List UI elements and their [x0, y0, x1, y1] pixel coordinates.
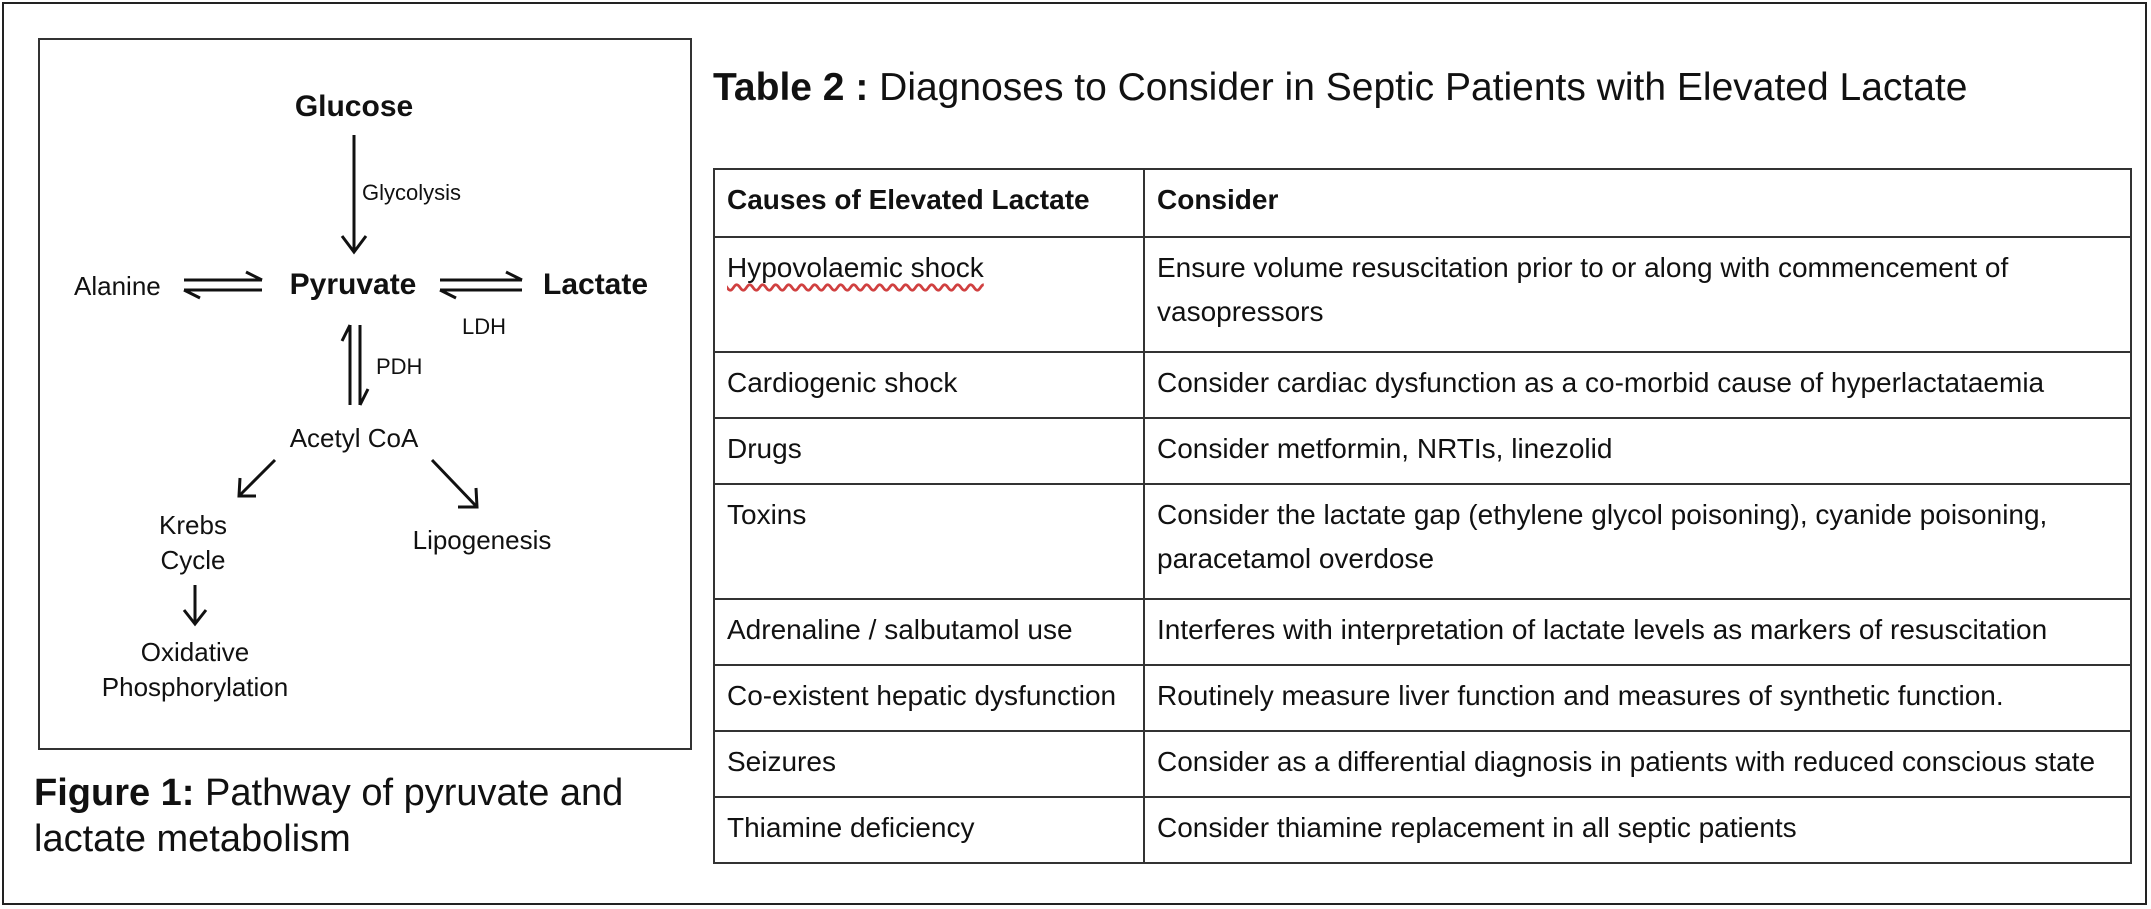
cause-cell: Seizures [714, 731, 1144, 797]
table-title-text: Diagnoses to Consider in Septic Patients with Elevated Lactate [868, 66, 1968, 109]
cause-cell: Adrenaline / salbutamol use [714, 599, 1144, 665]
table-row [714, 237, 2131, 352]
diagnoses-table [713, 168, 2132, 864]
figure-caption-label: Figure 1: [34, 772, 195, 814]
table-row [714, 731, 2131, 797]
cause-cell [714, 237, 1144, 352]
krebs-label-line2: Cycle [160, 545, 226, 575]
pathway-diagram [38, 38, 692, 750]
ldh-label: LDH [462, 314, 507, 339]
cause-cell: Toxins [714, 484, 1144, 599]
cause-cell: Co-existent hepatic dysfunction [714, 665, 1144, 731]
lipogenesis-arrow [432, 460, 477, 507]
krebs-label-line1: Krebs [159, 510, 227, 540]
consider-cell: Routinely measure liver function and measures of synthetic function. [1144, 665, 2131, 731]
pyruvate-label: Pyruvate [289, 268, 417, 301]
header-consider: Consider [1144, 169, 2131, 237]
oxphos-label-line1: Oxidative [140, 637, 250, 667]
consider-cell: Consider the lactate gap (ethylene glycol poisoning), cyanide poisoning, paracetamol overdose [1144, 484, 2131, 599]
table-row [714, 418, 2131, 484]
table-title-label: Table 2 : [713, 66, 869, 109]
figure-caption-text: Pathway of pyruvate and lactate metabolism [34, 772, 624, 860]
glucose-label: Glucose [294, 90, 414, 123]
consider-cell: Consider as a differential diagnosis in patients with reduced conscious state [1144, 731, 2131, 797]
cause-text: Hypovolaemic shock [727, 252, 984, 283]
consider-cell: Consider cardiac dysfunction as a co-morbid cause of hyperlactataemia [1144, 352, 2131, 418]
header-causes: Causes of Elevated Lactate [714, 169, 1144, 237]
oxphos-arrow [184, 585, 206, 624]
cause-cell: Drugs [714, 418, 1144, 484]
table-title [713, 66, 1967, 110]
table-row [714, 665, 2131, 731]
pathway-arrows [40, 40, 694, 752]
table-header-row [714, 169, 2131, 237]
cause-cell: Thiamine deficiency [714, 797, 1144, 863]
cause-cell: Cardiogenic shock [714, 352, 1144, 418]
consider-cell: Ensure volume resuscitation prior to or along with commencement of vasopressors [1144, 237, 2131, 352]
glycolysis-label: Glycolysis [362, 180, 462, 205]
acetyl-coa-label: Acetyl CoA [289, 423, 419, 453]
lipogenesis-label: Lipogenesis [412, 525, 552, 555]
consider-cell: Interferes with interpretation of lactate levels as markers of resuscitation [1144, 599, 2131, 665]
lactate-label: Lactate [543, 268, 649, 301]
consider-cell: Consider thiamine replacement in all septic patients [1144, 797, 2131, 863]
oxphos-label-line2: Phosphorylation [101, 672, 289, 702]
pyruvate-lactate-equilibrium-arrow [440, 272, 522, 298]
alanine-label: Alanine [74, 271, 161, 301]
krebs-arrow [239, 460, 275, 496]
table-row [714, 352, 2131, 418]
consider-cell: Consider metformin, NRTIs, linezolid [1144, 418, 2131, 484]
table-row [714, 484, 2131, 599]
pdh-equilibrium-arrow [342, 325, 368, 405]
table-row [714, 599, 2131, 665]
figure-caption [34, 770, 694, 862]
table-row [714, 797, 2131, 863]
alanine-pyruvate-equilibrium-arrow [184, 272, 262, 298]
pdh-label: PDH [376, 354, 423, 379]
